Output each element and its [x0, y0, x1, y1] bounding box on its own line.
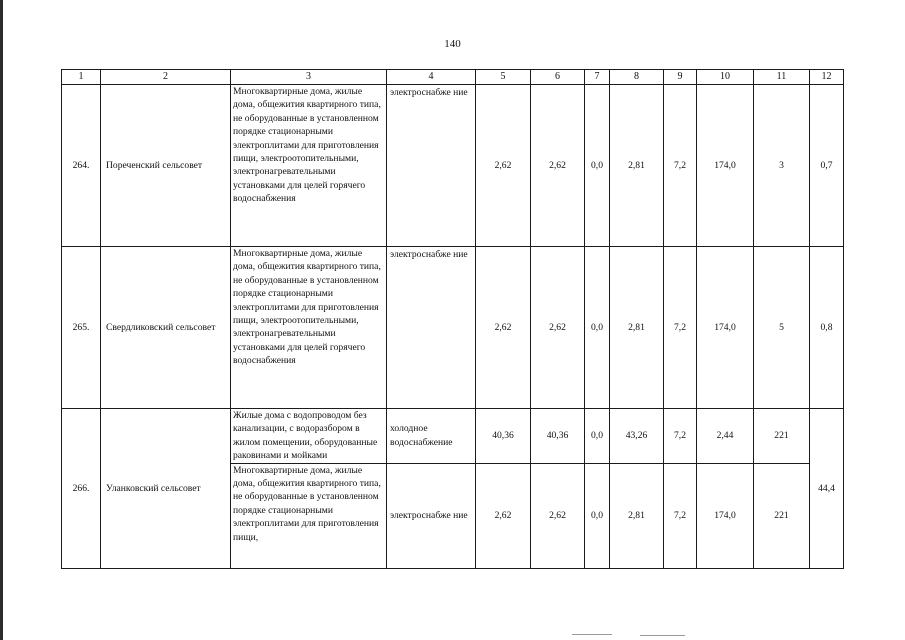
cell-col10: 174,0 [697, 247, 754, 409]
cell-col7: 0,0 [585, 409, 610, 464]
cell-col6: 2,62 [531, 247, 585, 409]
settlement-name: Пореченский сельсовет [101, 85, 231, 247]
cell-col9: 7,2 [664, 85, 697, 247]
cell-col6: 40,36 [531, 409, 585, 464]
table-row [62, 85, 844, 247]
header-cell: 12 [810, 70, 844, 85]
header-cell: 10 [697, 70, 754, 85]
header-cell: 5 [476, 70, 531, 85]
cell-col8: 2,81 [610, 463, 664, 568]
service-type: холодное водоснабжение [387, 409, 476, 464]
settlement-name: Свердликовский сельсовет [101, 247, 231, 409]
cell-col6: 2,62 [531, 463, 585, 568]
service-type: электроснабже ние [387, 85, 476, 247]
cell-col6: 2,62 [531, 85, 585, 247]
cell-col12: 0,8 [810, 247, 844, 409]
row-number: 265. [62, 247, 101, 409]
cell-col9: 7,2 [664, 409, 697, 464]
cell-col5: 2,62 [476, 85, 531, 247]
housing-description: Многоквартирные дома, жилые дома, общежития квартирного типа, не оборудованные в установленном порядке стационарными электроплитами для приготовления пищи, электроотопительными, электронагревательными установками для целей горячего водоснабжения [231, 85, 387, 247]
housing-description: Многоквартирные дома, жилые дома, общежития квартирного типа, не оборудованные в установленном порядке стационарными электроплитами для приготовления пищи, [231, 463, 387, 568]
cell-col10: 2,44 [697, 409, 754, 464]
service-type: электроснабже ние [387, 463, 476, 568]
scan-artifact-line [572, 634, 612, 635]
cell-col8: 2,81 [610, 247, 664, 409]
cell-col10: 174,0 [697, 85, 754, 247]
cell-col8: 43,26 [610, 409, 664, 464]
cell-col11: 221 [754, 409, 810, 464]
row-number: 266. [62, 409, 101, 569]
header-cell: 2 [101, 70, 231, 85]
cell-col5: 2,62 [476, 247, 531, 409]
header-cell: 7 [585, 70, 610, 85]
cell-col12: 0,7 [810, 85, 844, 247]
cell-col9: 7,2 [664, 463, 697, 568]
table-row [62, 247, 844, 409]
table-row [62, 409, 844, 464]
cell-col7: 0,0 [585, 85, 610, 247]
header-cell: 1 [62, 70, 101, 85]
header-row [62, 70, 844, 85]
cell-col11: 221 [754, 463, 810, 568]
housing-description: Жилые дома с водопроводом без канализации, с водоразбором в жилом помещении, оборудованные раковинами и мойками [231, 409, 387, 464]
cell-col11: 5 [754, 247, 810, 409]
service-type: электроснабже ние [387, 247, 476, 409]
header-cell: 8 [610, 70, 664, 85]
cell-col7: 0,0 [585, 247, 610, 409]
cell-col11: 3 [754, 85, 810, 247]
page-number: 140 [444, 38, 461, 50]
cell-col7: 0,0 [585, 463, 610, 568]
header-cell: 3 [231, 70, 387, 85]
tariff-table [61, 69, 844, 569]
scan-artifact-line [640, 635, 685, 636]
header-cell: 4 [387, 70, 476, 85]
header-cell: 11 [754, 70, 810, 85]
header-cell: 6 [531, 70, 585, 85]
header-cell: 9 [664, 70, 697, 85]
cell-col8: 2,81 [610, 85, 664, 247]
settlement-name: Уланковский сельсовет [101, 409, 231, 569]
cell-col10: 174,0 [697, 463, 754, 568]
cell-col5: 40,36 [476, 409, 531, 464]
cell-col12: 44,4 [810, 409, 844, 569]
cell-col5: 2,62 [476, 463, 531, 568]
scan-left-edge [0, 0, 3, 640]
housing-description: Многоквартирные дома, жилые дома, общежития квартирного типа, не оборудованные в установленном порядке стационарными электроплитами для приготовления пищи, электроотопительными, электронагревательными установками для целей горячего водоснабжения [231, 247, 387, 409]
row-number: 264. [62, 85, 101, 247]
cell-col9: 7,2 [664, 247, 697, 409]
